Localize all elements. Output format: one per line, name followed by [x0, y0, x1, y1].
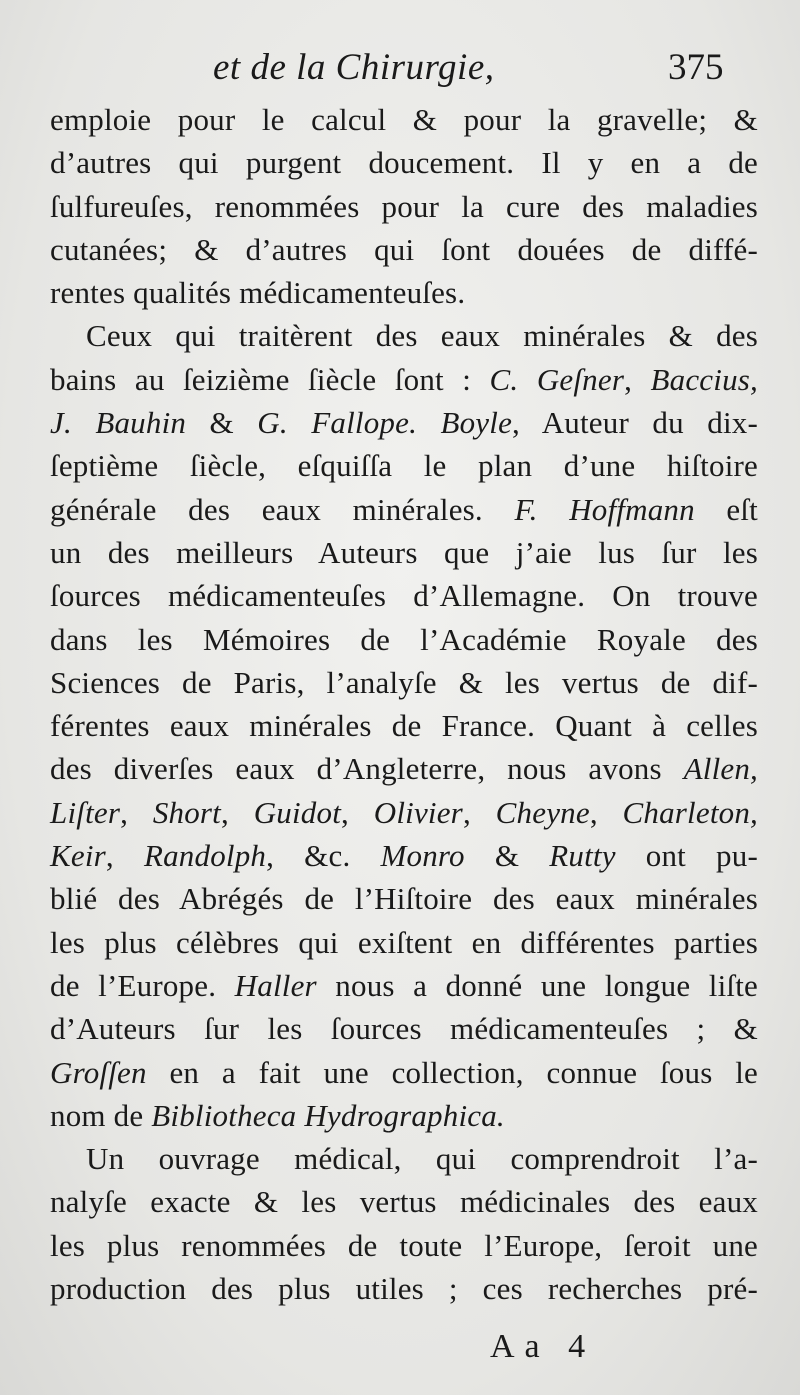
italic-name: Rutty [549, 838, 616, 874]
text-line [50, 531, 758, 574]
text-line [50, 618, 758, 661]
text-run: Un ouvrage médical, qui comprendroit l’a- [86, 1141, 758, 1177]
text-line [50, 1094, 758, 1137]
italic-name: Monro [380, 838, 465, 874]
text-run: d’Auteurs ſur les ſources médicamenteuſes ; & [50, 1011, 758, 1047]
text-line [50, 704, 758, 747]
italic-name: Groſſen [50, 1054, 147, 1090]
text-run: emploie pour le calcul & pour la gravelle; & [50, 102, 758, 137]
text-line [50, 1267, 758, 1310]
italic-name: Liſter [50, 794, 121, 830]
text-line [50, 921, 758, 964]
text-run: nous a donné une longue liſte [316, 967, 758, 1003]
running-title: et de la Chirurgie, [213, 47, 495, 88]
text-line [50, 98, 758, 141]
italic-name: Short [152, 794, 221, 830]
text-run: , [105, 838, 144, 874]
italic-name: Cheyne [495, 794, 590, 830]
text-run: ont pu- [615, 838, 758, 874]
text-run: Sciences de Paris, l’analyſe & les vertus de dif- [50, 664, 758, 700]
text-line [50, 834, 758, 877]
italic-name: Baccius, [650, 361, 758, 397]
italic-name: F. Hoffmann [514, 491, 695, 527]
text-line [50, 228, 758, 271]
text-run: les plus renommées de toute l’Europe, ſeroit une [50, 1227, 758, 1263]
text-line [50, 1180, 758, 1223]
text-line [50, 877, 758, 920]
text-run: les plus célèbres qui exiſtent en différentes parties [50, 924, 758, 960]
text-run: ſeptième ſiècle, eſquiſſa le plan d’une hiſtoire [50, 448, 758, 484]
text-run: d’autres qui purgent doucement. Il y en a de [50, 145, 758, 181]
text-line [50, 314, 758, 357]
italic-name: Charleton, [622, 794, 758, 830]
text-run: & [186, 405, 258, 441]
text-run: un des meilleurs Auteurs que j’aie lus ſur les [50, 534, 758, 570]
body-text [50, 98, 758, 1310]
text-run: bains au ſeizième ſiècle ſont : [50, 361, 490, 397]
italic-name: J. Bauhin [50, 405, 187, 441]
page-header [0, 46, 800, 106]
text-line [50, 271, 758, 314]
text-run: en a fait une collection, connue ſous le [146, 1054, 758, 1090]
italic-name: Bibliotheca Hydrographica. [151, 1097, 505, 1133]
text-run: , [120, 794, 153, 830]
text-run: cutanées; & d’autres qui ſont douées de diffé- [50, 231, 758, 267]
text-line [50, 444, 758, 487]
text-line [50, 574, 758, 617]
text-line [50, 964, 758, 1007]
text-run: nom de [50, 1097, 152, 1133]
text-run: , [221, 794, 254, 830]
italic-name: Keir [50, 838, 106, 874]
text-run: ſources médicamenteuſes d’Allemagne. On trouve [50, 578, 758, 614]
text-line [50, 488, 758, 531]
text-run: , [589, 794, 623, 830]
italic-name: Haller [234, 967, 317, 1003]
text-run: blié des Abrégés de l’Hiſtoire des eaux minérales [50, 881, 758, 917]
text-run: production des plus utiles ; ces recherches pré- [50, 1271, 758, 1307]
page-number: 375 [668, 47, 724, 88]
text-run: , [341, 794, 374, 830]
text-line [50, 747, 758, 790]
text-run: dans les Mémoires de l’Académie Royale des [50, 621, 758, 657]
text-run: des diverſes eaux d’Angleterre, nous avons [50, 751, 684, 787]
text-line [50, 1137, 758, 1180]
text-run: , [462, 794, 496, 830]
text-run: , &c. [266, 838, 381, 874]
italic-name: Guidot [253, 794, 342, 830]
text-run: de l’Europe. [50, 967, 235, 1003]
text-line [50, 401, 758, 444]
text-line [50, 358, 758, 401]
text-run: & [464, 838, 550, 874]
text-run: nalyſe exacte & les vertus médicinales des eaux [50, 1184, 758, 1220]
italic-name: G. Fallope. Boyle [257, 405, 513, 441]
italic-name: Randolph [143, 838, 267, 874]
italic-name: C. Geſner [489, 361, 625, 397]
text-line [50, 661, 758, 704]
text-run: , [624, 361, 651, 397]
text-run: eſt [694, 491, 758, 527]
text-line [50, 185, 758, 228]
text-line [50, 1007, 758, 1050]
text-run: rentes qualités médicamenteuſes. [50, 275, 466, 311]
text-line [50, 141, 758, 184]
text-run: , Auteur du dix- [512, 405, 758, 441]
signature-mark: Aa 4 [490, 1328, 596, 1365]
italic-name: Allen, [683, 751, 758, 787]
text-run: ſulfureuſes, renommées pour la cure des maladies [50, 188, 758, 224]
italic-name: Olivier [373, 794, 463, 830]
text-line [50, 1051, 758, 1094]
text-line [50, 791, 758, 834]
text-run: générale des eaux minérales. [50, 491, 515, 527]
text-line [50, 1224, 758, 1267]
text-run: férentes eaux minérales de France. Quant à celles [50, 708, 758, 744]
text-run: Ceux qui traitèrent des eaux minérales & des [86, 318, 758, 354]
